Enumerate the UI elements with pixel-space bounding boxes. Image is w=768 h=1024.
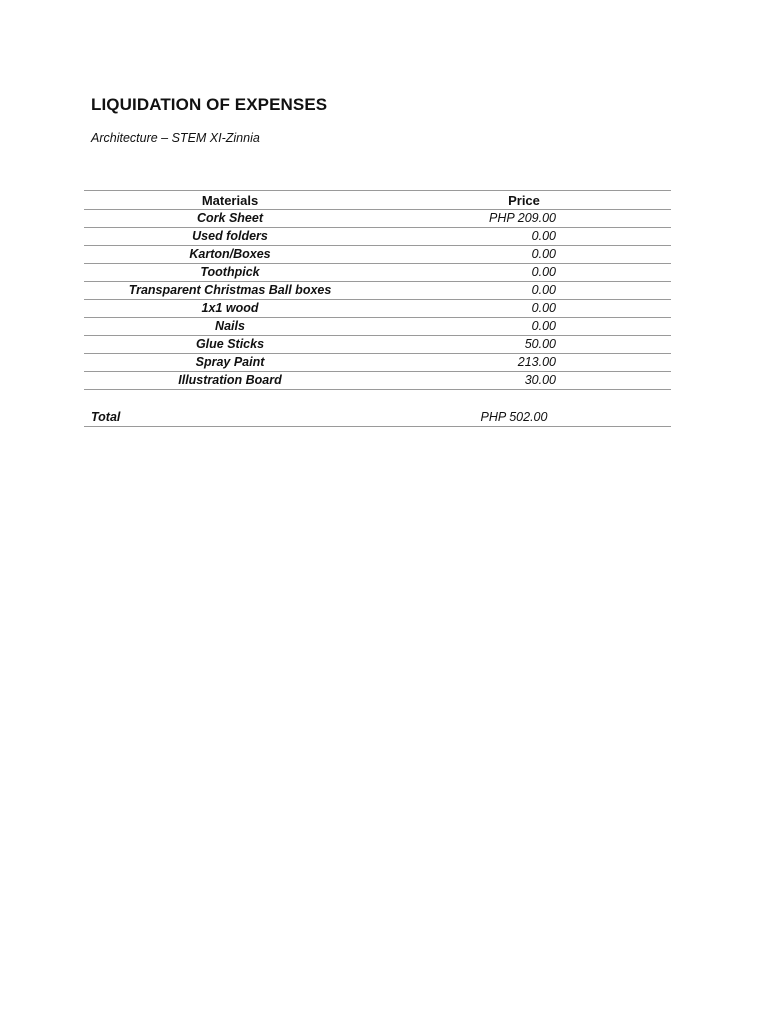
table-row xyxy=(84,354,671,372)
page-title: LIQUIDATION OF EXPENSES xyxy=(91,95,328,114)
total-label: Total xyxy=(91,410,121,424)
price-cell: 213.00 xyxy=(517,355,556,369)
price-cell: 0.00 xyxy=(531,247,556,261)
header-materials: Materials xyxy=(201,193,259,208)
price-cell: PHP 209.00 xyxy=(489,211,556,225)
expenses-table xyxy=(84,190,671,390)
price-cell: 0.00 xyxy=(531,283,556,297)
table-row xyxy=(84,372,671,390)
table-row xyxy=(84,246,671,264)
table-row xyxy=(84,318,671,336)
material-cell: Toothpick xyxy=(200,265,260,279)
total-row xyxy=(84,408,671,427)
table-row xyxy=(84,336,671,354)
material-cell: Illustration Board xyxy=(178,373,282,387)
material-cell: Used folders xyxy=(192,229,268,243)
table-row xyxy=(84,264,671,282)
table-row xyxy=(84,282,671,300)
price-cell: 0.00 xyxy=(531,319,556,333)
table-row xyxy=(84,300,671,318)
header-price: Price xyxy=(508,193,540,208)
price-cell: 0.00 xyxy=(531,301,556,315)
material-cell: 1x1 wood xyxy=(201,301,259,315)
material-cell: Transparent Christmas Ball boxes xyxy=(128,283,332,297)
price-cell: 30.00 xyxy=(524,373,556,387)
price-cell: 50.00 xyxy=(524,337,556,351)
material-cell: Nails xyxy=(215,319,245,333)
material-cell: Karton/Boxes xyxy=(189,247,271,261)
table-row xyxy=(84,228,671,246)
total-value: PHP 502.00 xyxy=(480,410,548,424)
price-cell: 0.00 xyxy=(531,265,556,279)
price-cell: 0.00 xyxy=(531,229,556,243)
table-row xyxy=(84,210,671,228)
material-cell: Spray Paint xyxy=(195,355,265,369)
page-subtitle: Architecture – STEM XI-Zinnia xyxy=(91,131,260,145)
material-cell: Glue Sticks xyxy=(195,337,265,351)
table-header-row xyxy=(84,191,671,210)
material-cell: Cork Sheet xyxy=(197,211,263,225)
